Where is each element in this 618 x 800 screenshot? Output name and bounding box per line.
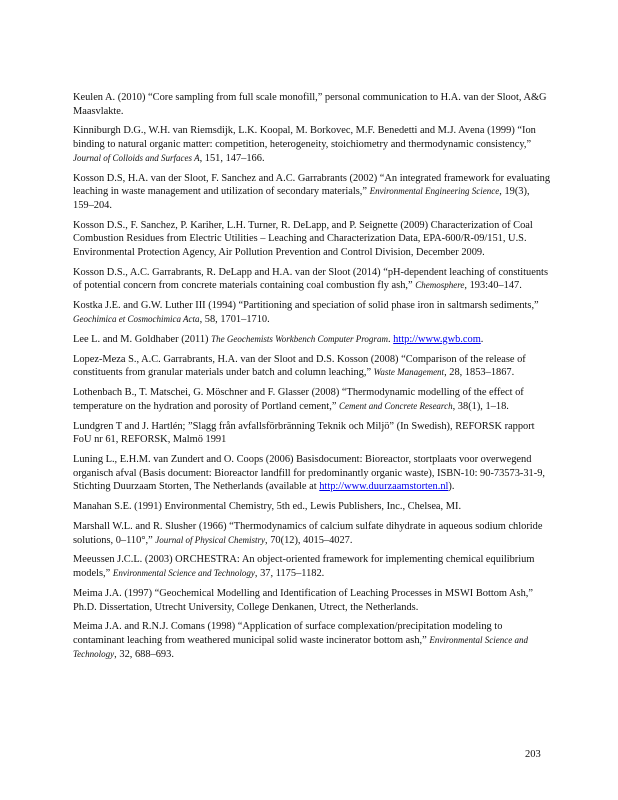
journal-name: Environmental Engineering Science [369, 186, 500, 197]
reference-item [73, 620, 551, 661]
journal-name: The Geochemists Workbench Computer Program [211, 333, 388, 344]
reference-text: Luning L., E.H.M. van Zundert and O. Coops (2006) Basisdocument: Bioreactor, stortplaats voor overwegend organisch afval (Basis document: Bioreactor landfill for predominantly organic waste), ISBN‑10: 90‑73573‑31‑9, Stichting Duurzaam Storten, The Netherlands (available at [73, 454, 545, 493]
reference-citation: , 70(12), 4015–4027. [265, 534, 353, 546]
reference-citation: , 37, 1175–1182. [254, 568, 325, 580]
reference-text: Lee L. and M. Goldhaber (2011) [73, 333, 212, 345]
reference-citation: , 28, 1853–1867. [444, 367, 515, 379]
reference-text: Keulen A. (2010) “Core sampling from full scale monofill,” personal communication to H.A. van der Sloot, A&G Maasvlakte. [73, 92, 547, 117]
reference-citation: , 19(3), 159–204. [73, 186, 530, 211]
reference-text: Meima J.A. and R.N.J. Comans (1998) “Application of surface complexation/precipitation modeling to contaminant leaching from weathered municipal solid waste incinerator bottom ash,” [73, 621, 503, 647]
journal-name: Environmental Science and Technology [112, 568, 255, 579]
reference-item [73, 333, 551, 347]
reference-text: Lothenbach B., T. Matschei, G. Möschner and F. Glasser (2008) “Thermodynamic modelling of the effect of temperature on the hydration and porosity of Portland cement,” [73, 387, 524, 412]
reference-citation: , 38(1), 1–18. [452, 400, 509, 412]
gwb-link[interactable]: http://www.gwb.com [393, 333, 481, 345]
reference-item [73, 124, 551, 165]
reference-citation-end: . [480, 333, 484, 345]
reference-item [73, 587, 551, 614]
reference-text: Meima J.A. (1997) “Geochemical Modelling and Identification of Leaching Processes in MSWI Bottom Ash,” Ph.D. Dissertation, Utrecht University, College Denkanen, Utrect, the Netherlands. [73, 587, 533, 613]
journal-name: Cement and Concrete Research [339, 400, 453, 411]
journal-name: Geochimica et Cosmochimica Acta [73, 313, 200, 324]
reference-text: Marshall W.L. and R. Slusher (1966) “Thermodynamics of calcium sulfate dihydrate in aqueous sodium chloride solutions, 0–110°,” [73, 521, 543, 546]
reference-text: Kosson D.S., F. Sanchez, P. Kariher, L.H. Turner, R. DeLapp, and P. Seignette (2009) Characterization of Coal Combustion Residues from Electric Utilities – Leaching and Characterization Data, EPA‑600/R‑09/151, U.S. Environmental Protection Agency, Air Pollution Prevention and Control Division, December 2009. [73, 219, 533, 258]
journal-name: Environmental Science and Technology [73, 635, 528, 659]
journal-name: Chemosphere [415, 280, 465, 291]
reference-citation: , 151, 147–166. [199, 152, 265, 164]
reference-item [73, 453, 551, 494]
reference-item [73, 219, 551, 260]
reference-item [73, 299, 551, 326]
reference-list [73, 91, 551, 668]
reference-item [73, 520, 551, 547]
reference-citation: , 193:40–147. [464, 280, 522, 292]
reference-text: Meeussen J.C.L. (2003) ORCHESTRA: An object‑oriented framework for implementing chemical equilibrium models,” [73, 554, 535, 580]
reference-text: Kosson D.S, H.A. van der Sloot, F. Sanchez and A.C. Garrabrants (2002) “An integrated framework for evaluating leaching in waste management and utilization of secondary materials,” [73, 172, 551, 198]
reference-citation: , 32, 688–693. [114, 648, 174, 660]
journal-name: Waste Management [373, 367, 445, 378]
reference-item [73, 266, 551, 293]
journal-name: Journal of Physical Chemistry [155, 534, 266, 545]
reference-text: Lopez‑Meza S., A.C. Garrabrants, H.A. van der Sloot and D.S. Kosson (2008) “Comparison of the release of constituents from granular materials under batch and column leaching,” [73, 353, 526, 379]
reference-item [73, 500, 551, 514]
reference-text: Kostka J.E. and G.W. Luther III (1994) “Partitioning and speciation of solid phase iron in saltmarsh sediments,” [73, 300, 539, 312]
reference-citation: . [387, 333, 394, 345]
reference-text: Manahan S.E. (1991) Environmental Chemistry, 5th ed., Lewis Publishers, Inc., Chelsea, MI. [73, 501, 462, 513]
duurzaamstorten-link[interactable]: http://www.duurzaamstorten.nl [319, 481, 449, 493]
reference-text: Lundgren T and J. Hartlén; ”Slagg från avfallsförbränning Teknik och Miljö” (In Swedish), REFORSK rapport FoU nr 61, REFORSK, Malmö 1991 [73, 420, 535, 446]
reference-item [73, 420, 551, 447]
page-number: 203 [525, 749, 541, 760]
reference-text: Kosson D.S., A.C. Garrabrants, R. DeLapp and H.A. van der Sloot (2014) “pH‑dependent leaching of constituents of potential concern from concrete materials containing coal combustion fly ash,” [73, 266, 548, 292]
reference-item [73, 172, 551, 213]
journal-name: Journal of Colloids and Surfaces A [73, 152, 200, 163]
reference-item [73, 353, 551, 380]
reference-item [73, 386, 551, 413]
reference-citation: , 58, 1701–1710. [199, 313, 270, 325]
reference-text: Kinniburgh D.G., W.H. van Riemsdijk, L.K. Koopal, M. Borkovec, M.F. Benedetti and M.J. Avena (1999) “Ion binding to natural organic matter: competition, heterogeneity, stoichiometry and thermodynamic consistency,” [73, 125, 536, 151]
reference-item [73, 91, 551, 118]
reference-item [73, 553, 551, 580]
reference-citation-end: ). [448, 481, 455, 493]
